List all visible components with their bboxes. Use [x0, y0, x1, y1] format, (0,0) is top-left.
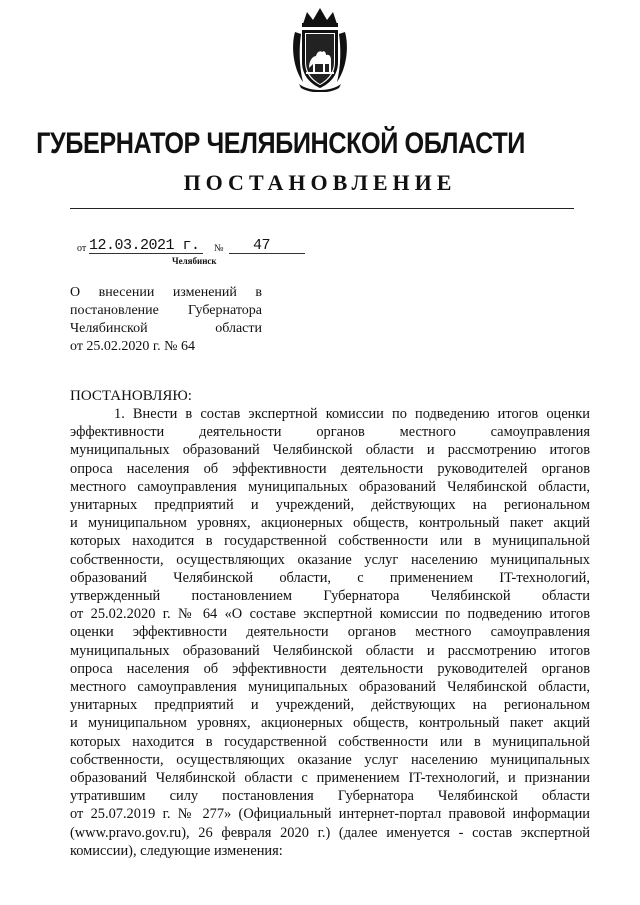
body-line: местного самоуправления муниципальных образований Челябинской области, — [70, 478, 590, 495]
number-underline — [229, 253, 305, 254]
body-line: которых находится в государственной собственности или в муниципальной — [70, 533, 590, 550]
chelyabinsk-coat-of-arms-icon — [289, 6, 351, 92]
number-label: № — [214, 243, 224, 254]
body-line: и муниципальном уровнях, акционерных обществ, контрольный пакет акций — [70, 715, 590, 732]
body-line: опроса населения об эффективности деятельности руководителей органов — [70, 460, 590, 477]
body-line: муниципальных образований Челябинской области и рассмотрению итогов — [70, 642, 590, 659]
issue-city: Челябинск — [172, 256, 217, 266]
header-divider — [70, 208, 574, 209]
body-line: утратившим силу постановления Губернатора Челябинской области — [70, 788, 590, 805]
body-line: утвержденный постановлением Губернатора Челябинской области — [70, 588, 590, 605]
document-date: 12.03.2021 г. — [89, 237, 200, 254]
body-line: и муниципальном уровнях, акционерных обществ, контрольный пакет акций — [70, 515, 590, 532]
body-line: муниципальных образований Челябинской области и рассмотрению итогов — [70, 442, 590, 459]
body-line: 1. Внести в состав экспертной комиссии по подведению итогов оценки — [114, 406, 590, 422]
document-type-title: ПОСТАНОВЛЕНИЕ — [183, 170, 457, 195]
body-line: опроса населения об эффективности деятельности руководителей органов — [70, 660, 590, 677]
date-underline — [89, 253, 203, 254]
body-line: собственности, осуществляющих оказание услуг населению муниципальных — [70, 551, 590, 568]
issuing-authority-title: ГУБЕРНАТОР ЧЕЛЯБИНСКОЙ ОБЛАСТИ — [36, 127, 525, 160]
document-subject — [70, 284, 262, 356]
subject-line: Челябинской области — [70, 321, 262, 336]
body-line: которых находится в государственной собственности или в муниципальной — [70, 733, 590, 750]
body-line: образований Челябинской области, с применением IT-технологий, — [70, 569, 590, 586]
date-from-label: от — [77, 243, 87, 254]
document-body — [70, 405, 590, 860]
body-line: собственности, осуществляющих оказание услуг населению муниципальных — [70, 751, 590, 768]
subject-line: постановление Губернатора — [70, 303, 262, 318]
document-number: 47 — [253, 237, 271, 254]
body-line: унитарных предприятий и учреждений, действующих на региональном — [70, 497, 590, 514]
body-line: образований Челябинской области с применением IT-технологий, и признании — [70, 770, 590, 787]
body-line: унитарных предприятий и учреждений, действующих на региональном — [70, 697, 590, 714]
body-line: от 25.07.2019 г. № 277» (Официальный интернет-портал правовой информации — [70, 806, 590, 823]
body-line: от 25.02.2020 г. № 64 «О составе экспертной комиссии по подведению итогов — [70, 606, 590, 623]
body-line: местного самоуправления муниципальных образований Челябинской области, — [70, 679, 590, 696]
subject-line: от 25.02.2020 г. № 64 — [70, 339, 195, 354]
body-line: (www.pravo.gov.ru), 26 февраля 2020 г.) (далее именуется - состав экспертной — [70, 824, 590, 841]
subject-line: О внесении изменений в — [70, 285, 262, 300]
decree-word: ПОСТАНОВЛЯЮ: — [70, 388, 192, 404]
body-line: оценки эффективности деятельности органов местного самоуправления — [70, 624, 590, 641]
body-line: эффективности деятельности органов местного самоуправления — [70, 424, 590, 441]
body-line: комиссии), следующие изменения: — [70, 842, 283, 859]
